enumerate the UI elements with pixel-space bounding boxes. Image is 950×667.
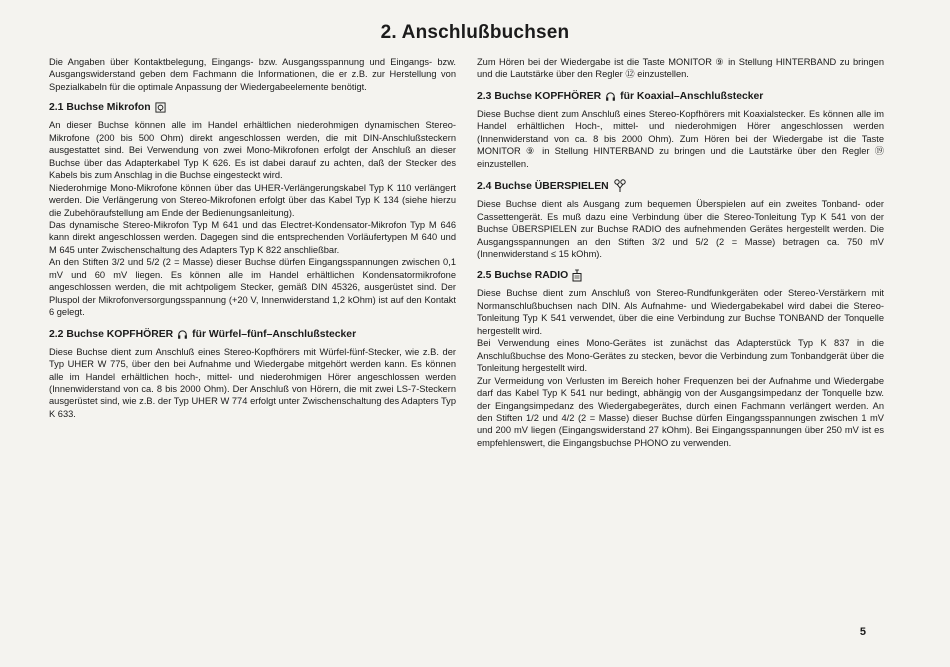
section-2-5-title: 2.5 Buchse RADIO — [477, 270, 569, 282]
section-2-4-title: 2.4 Buchse ÜBERSPIELEN — [477, 180, 609, 192]
section-2-1-paragraph-2: Niederohmige Mono-Mikrofone können über das UHER-Verlängerungskabel Typ K 110 verlängert werden. Die Verlängerung von Stereo-Mikrofonen erfolgt über das Kabel Typ K 134 (siehe hierzu die Zubehöraufstellung am Ende der Bedienungsanleitung). — [49, 182, 456, 218]
section-2-3-title: 2.3 Buchse KOPFHÖRER — [477, 90, 602, 102]
section-2-2-paragraph-1: Diese Buchse dient zum Anschluß eines Stereo-Kopfhörers mit Würfel-fünf-Stecker, wie z.B. der Typ UHER W 775, über den bei Aufnahme und Wiedergabe mitgehört werden kann. Es können alle im Handel erhältlichen hoch-, mittel- und niederohmigen Hörer angeschlossen werden (Innenwiderstand von ca. 8 bis 2000 Ohm). Der Anschluß von Hörern, die mit zwei LS-7-Steckern ausgerüstet sind, wie z.B. der Typ UHER W 774 erfolgt unter Zwischenschaltung des Adapters Typ K 633. — [49, 346, 456, 419]
section-2-3-title-suffix: für Koaxial–Anschlußstecker — [620, 90, 764, 102]
section-2-5-paragraph-3: Zur Vermeidung von Verlusten im Bereich hoher Frequenzen bei der Aufnahme und Wiedergabe darf das Kabel Typ K 541 nur bedingt, abhängig von der Ausgangsimpedanz der Tonquelle bzw. der Eingangsimpedanz des Wiedergabegerätes, durch einen Fachmann verlängert werden. An den Stiften 1/2 und 4/2 (2 = Masse) dieser Buchse dürfen Eingangsspannungen zwischen 1 mV und 200 mV liegen (Eingangswiderstand 27 kOhm). Bei Eingangsspannungen über 250 mV ist es empfehlenswert, die Eingangsbuchse PHONO zu verwenden. — [477, 375, 884, 448]
microphone-icon — [155, 102, 166, 113]
headphones-icon — [605, 91, 616, 102]
page-number: 5 — [859, 626, 866, 638]
left-column — [49, 56, 456, 420]
section-2-2-title-suffix: für Würfel–fünf–Anschlußstecker — [192, 328, 357, 340]
section-2-2-heading — [49, 328, 456, 341]
dubbing-icon — [613, 179, 627, 193]
intro-paragraph: Die Angaben über Kontaktbelegung, Eingangs- bzw. Ausgangsspannung und Eingangs- bzw. Ausgangswiderstand geben dem Fachmann die Informationen, die er z.B. zur Herstellung von Spezialkabeln für die optimale Anpassung der Wiedergabeelemente benötigt. — [49, 57, 456, 92]
headphones-icon — [177, 329, 188, 340]
section-2-3-heading — [477, 90, 884, 103]
right-column — [477, 56, 884, 449]
section-2-3-paragraph-1: Diese Buchse dient zum Anschluß eines Stereo-Kopfhörers mit Koaxialstecker. Es können alle im Handel erhältlichen Hoch-, mittel- und niederohmigen Hörer angeschlossen werden (Innenwiderstand von ca. 8 bis 2000 Ohm). Zum Hören bei der Wiedergabe ist die Taste MONITOR ⑨ in Stellung HINTERBAND zu bringen und die Lautstärke über den Regler ⑲ einzustellen. — [477, 108, 884, 169]
section-2-5-heading — [477, 269, 884, 282]
page-title: 2. Anschlußbuchsen — [380, 22, 570, 43]
section-2-5-paragraph-1: Diese Buchse dient zum Anschluß von Stereo-Rundfunkgeräten oder Stereo-Verstärkern mit Normanschlußbuchsen nach DIN. Als Aufnahme- und Wiedergabekabel wird dabei die Stereo-Tonleitung Typ K 541 verwendet, über die eine Verbindung zur Buchse TONBAND der Tonquelle hergestellt wird. — [477, 288, 884, 336]
section-2-2-title: 2.2 Buchse KOPFHÖRER — [49, 328, 174, 340]
section-2-4-paragraph-1: Diese Buchse dient als Ausgang zum bequemen Überspielen auf ein zweites Tonband- oder Cassettengerät. Es muß dazu eine Verbindung über die Stereo-Tonleitung Typ K 541 von der Buchse ÜBERSPIELEN zur Buchse RADIO des aufnehmenden Gerätes hergestellt werden. Die Ausgangsspannungen an den Stiften 3/2 und 5/2 (2 = Masse) betragen ca. 750 mV (Innenwiderstand ≤ 15 kOhm). — [477, 199, 884, 259]
continuation-paragraph: Zum Hören bei der Wiedergabe ist die Taste MONITOR ⑨ in Stellung HINTERBAND zu bringen und die Lautstärke über den Regler ⑫ einzustellen. — [477, 57, 884, 80]
section-2-1-heading — [49, 101, 456, 114]
section-2-5-paragraph-2: Bei Verwendung eines Mono-Gerätes ist zunächst das Adapterstück Typ K 837 in die Anschlußbuchse des Mono-Gerätes zu stecken, bevor die Verbindung zum Tonbandgerät über die Tonleitung hergestellt wird. — [477, 338, 884, 374]
section-2-1-paragraph-3: Das dynamische Stereo-Mikrofon Typ M 641 und das Electret-Kondensator-Mikrofon Typ M 646 kann direkt angeschlossen werden. Dagegen sind die entsprechenden Vorläufertypen M 640 und M 645 unter Zwischenschaltung des Adapters Typ K 822 anschließbar. — [49, 219, 456, 255]
section-2-4-heading — [477, 179, 884, 193]
section-2-1-title: 2.1 Buchse Mikrofon — [49, 102, 151, 114]
section-2-1-paragraph-4: An den Stiften 3/2 und 5/2 (2 = Masse) dieser Buchse dürfen Eingangsspannungen zwischen 0,1 mV und 60 mV liegen. Es können alle im Handel erhältlichen Kondensatormikrofone angeschlossen werden, die mit achtpoligem Stecker, gemäß DIN 45326, ausgerüstet sind. Der Pluspol der Mikrofonversorgungsspannung (+20 V, Innenwiderstand 1,2 kOhm) ist auf den Kontakt 6 gelegt. — [49, 257, 456, 318]
section-2-1-paragraph-1: An dieser Buchse können alle im Handel erhältlichen niederohmigen dynamischen Stereo-Mikrofone (200 bis 500 Ohm) direkt angeschlossen werden, die mit DIN-Anschlußsteckern ausgestattet sind. Bei Verwendung von zwei Mono-Mikrofonen erfolgt der Anschluß an dieser Buchse über das Adapterkabel Typ K 626. Es ist dabei darauf zu achten, daß der Stecker des Kabels bis zum Anschlag in die Buchse eingesteckt wird. — [49, 120, 456, 181]
radio-icon — [572, 269, 582, 282]
